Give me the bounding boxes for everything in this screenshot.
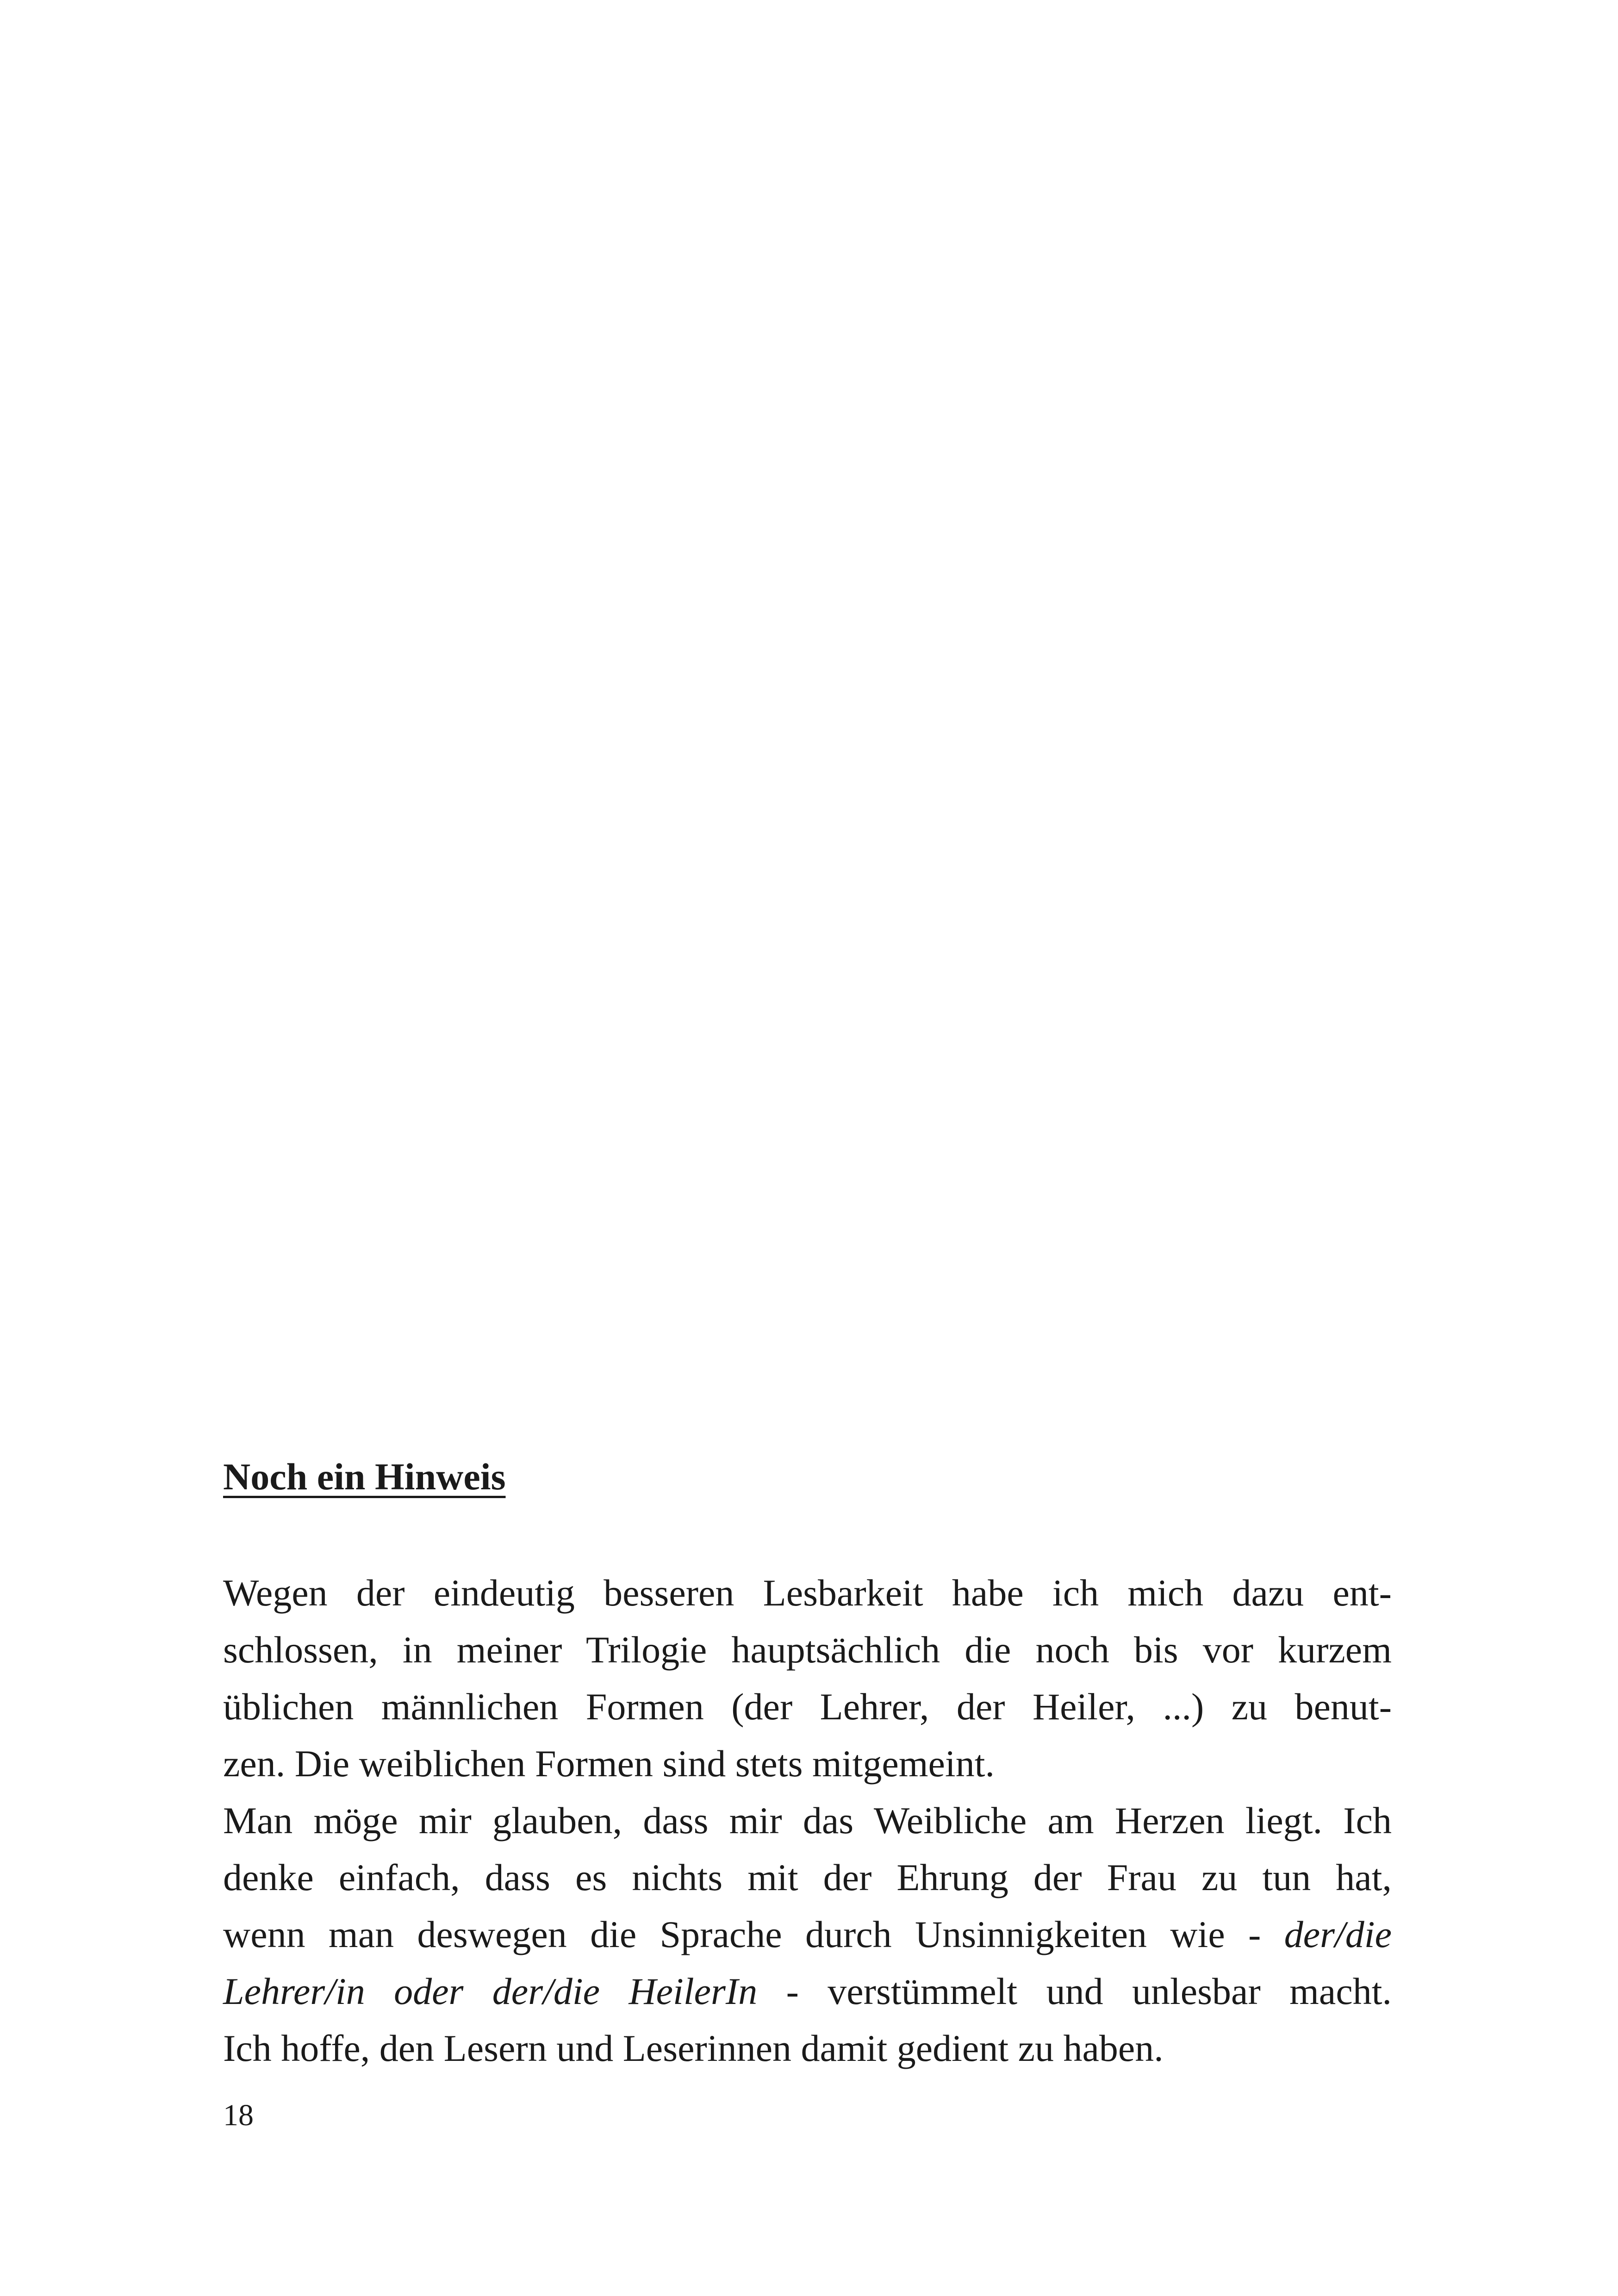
text-line xyxy=(223,1906,1392,1963)
italic-fragment: Lehrer/in oder der/die HeilerIn xyxy=(223,1970,758,2012)
text-fragment: wenn man deswegen die Sprache durch Unsinnigkeiten wie - xyxy=(223,1913,1284,1955)
section-heading: Noch ein Hinweis xyxy=(223,1456,506,1498)
text-fragment: - verstümmelt und unlesbar macht. xyxy=(757,1970,1392,2012)
page-number: 18 xyxy=(223,2098,254,2132)
text-line: Ich hoffe, den Lesern und Leserinnen damit gedient zu haben. xyxy=(223,2027,1164,2069)
text-line: üblichen männlichen Formen (der Lehrer, der Heiler, ...) zu benut- xyxy=(223,1686,1392,1728)
text-line: Wegen der eindeutig besseren Lesbarkeit habe ich mich dazu ent- xyxy=(223,1572,1392,1614)
text-line xyxy=(223,1963,1392,2020)
body-paragraph xyxy=(223,1564,1392,2077)
text-line: schlossen, in meiner Trilogie hauptsächlich die noch bis vor kurzem xyxy=(223,1629,1392,1671)
text-line: zen. Die weiblichen Formen sind stets mitgemeint. xyxy=(223,1742,995,1785)
text-line: Man möge mir glauben, dass mir das Weibliche am Herzen liegt. Ich xyxy=(223,1799,1392,1842)
text-line: denke einfach, dass es nichts mit der Ehrung der Frau zu tun hat, xyxy=(223,1856,1392,1898)
italic-fragment: der/die xyxy=(1284,1913,1392,1955)
